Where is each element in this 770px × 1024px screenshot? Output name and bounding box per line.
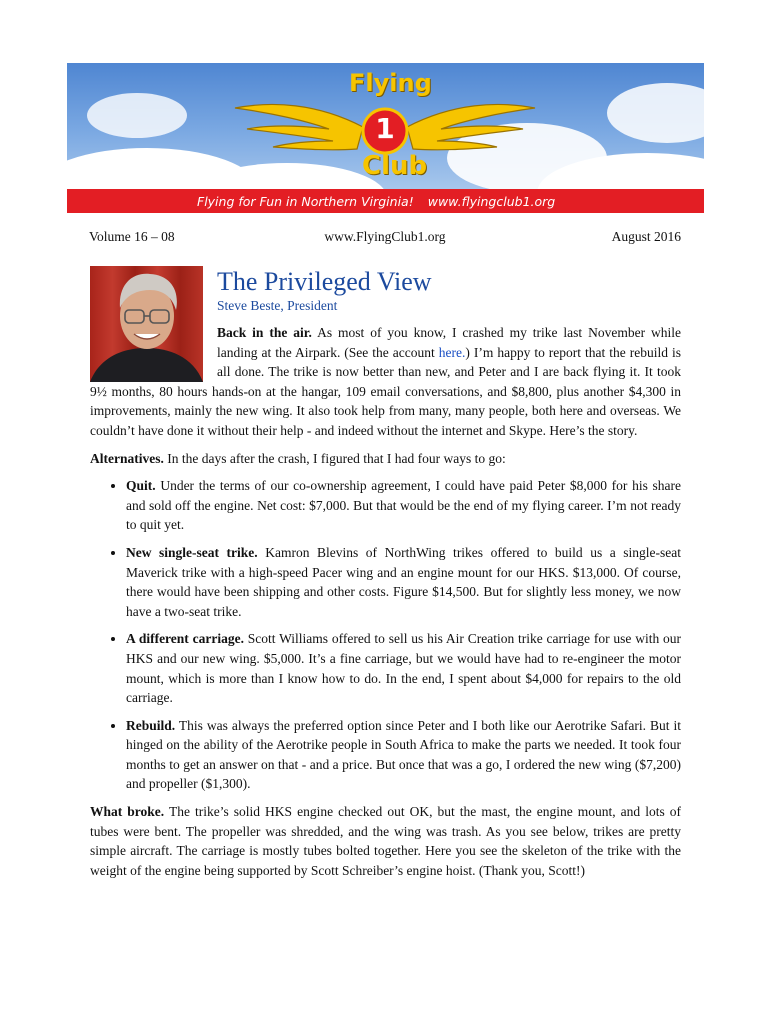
list-item (126, 543, 681, 621)
logo-text-bottom: Club (362, 151, 428, 181)
photo-wrap-spacer (90, 323, 217, 380)
option-text: Under the terms of our co-ownership agreement, I could have paid Peter $8,000 for his share and sold off the engine. Net cost: $7,000. But that would be the end of my flying career. I’m not ready to quit yet. (126, 478, 681, 533)
volume-number: Volume 16 – 08 (89, 229, 175, 244)
header-banner (67, 63, 704, 213)
options-list (90, 476, 681, 794)
logo-number: 1 (375, 112, 395, 145)
lead-back-in-the-air: Back in the air. (217, 325, 312, 340)
lead-what-broke: What broke. (90, 804, 165, 820)
option-text: This was always the preferred option since Peter and I both like our Aerotrike Safari. But it hinged on the ability of the Aerotrike people in South Africa to make the parts we needed. It took four months to get an answer on that - and a price. But once that was a go, I ordered the new wing ($7,200) and propeller ($1,300). (126, 717, 681, 792)
tagline: Flying for Fun in Northern Virginia! (197, 193, 414, 209)
paragraph-text: In the days after the crash, I figured that I had four ways to go: (163, 450, 506, 466)
masthead (89, 229, 681, 247)
option-lead: A different carriage. (126, 631, 244, 647)
issue-date: August 2016 (611, 229, 681, 244)
paragraph-text: As most of you know, I crashed my trike last November while landing at the Airpark. (See the account (217, 325, 681, 360)
paragraph-text: ) I’m happy to report that the rebuild is all done. The trike is now better than new, and Peter and I are back flying it. It took 9½ months, 80 hours hands-on at the hangar, 109 email conversations, and $8,800, plus another $4,300 in improvements, mainly the new wing. It also took help from many, many people, both here and overseas. We couldn’t have done it without their help - and indeed without the internet and Skype. Here’s the story. (90, 344, 681, 438)
paragraph-text: The trike’s solid HKS engine checked out OK, but the mast, the engine mount, and lots of tubes were bent. The propeller was shredded, and the wing was trash. As you see below, trikes are pretty simple aircraft. The carriage is mostly tubes bolted together. Here you see the skeleton of the trike with the weight of the engine being supported by Scott Schreiber’s engine hoist. (Thank you, Scott!) (90, 804, 681, 878)
option-lead: Rebuild. (126, 717, 176, 733)
option-lead: Quit. (126, 478, 156, 494)
tagline-url[interactable]: www.flyingclub1.org (427, 193, 556, 209)
article-title: The Privileged View (217, 267, 432, 296)
logo-text-top: Flying (349, 69, 432, 97)
paragraph-alternatives (90, 449, 681, 469)
option-text: Scott Williams offered to sell us his Air Creation trike carriage for use with our HKS and our new wing. $5,000. It’s a fine carriage, but we would have had to re-engineer the motor mount, which is more than I know how to do. In the end, I spent about $4,000 for repairs to the old carriage. (126, 631, 682, 706)
option-lead: New single-seat trike. (126, 544, 258, 560)
article-byline: Steve Beste, President (217, 298, 338, 313)
paragraph-what-broke (90, 802, 681, 880)
lead-alternatives: Alternatives. (90, 450, 164, 466)
option-text: Kamron Blevins of NorthWing trikes offered to build us a single-seat Maverick trike with a high-speed Pacer wing and an engine mount for our HKS. $13,000. Of course, there would have been shipping and other costs. Figure $14,500. But for slightly less money, we now have a two-seat trike. (126, 544, 681, 619)
list-item (126, 716, 681, 794)
list-item (126, 476, 681, 535)
website-link[interactable]: www.FlyingClub1.org (324, 229, 446, 244)
list-item (126, 629, 681, 707)
account-link[interactable]: here. (438, 344, 466, 360)
article-body (90, 323, 681, 888)
tagline-bar (67, 189, 704, 213)
